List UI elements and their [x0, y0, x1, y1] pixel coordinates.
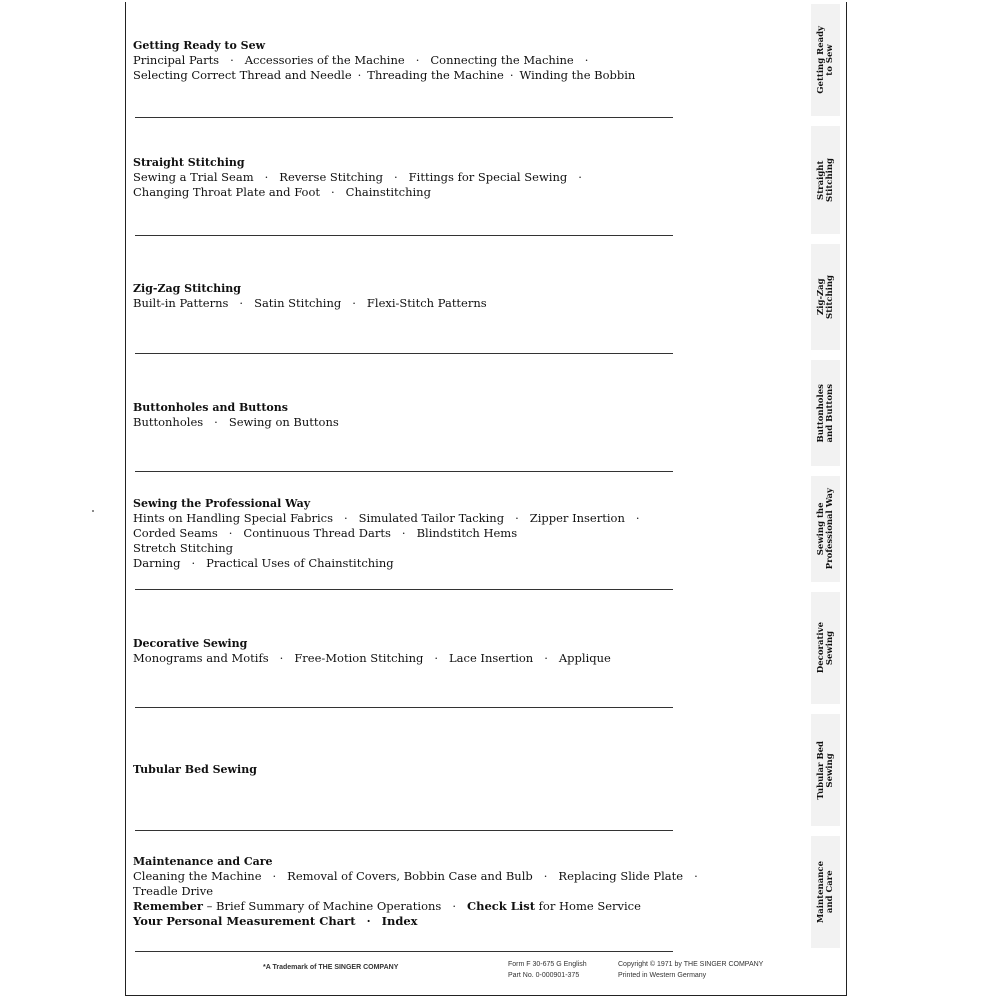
- section-professional-way: [133, 496, 668, 571]
- section-title: Tubular Bed Sewing: [133, 763, 257, 776]
- topic-line: [133, 541, 668, 556]
- section-divider: [135, 951, 673, 952]
- section-title: Buttonholes and Buttons: [133, 401, 288, 414]
- tab-label: Zig-Zag Stitching: [815, 275, 835, 319]
- topic-builtin-patterns[interactable]: Built-in Patterns: [133, 296, 229, 310]
- topic-treadle-drive[interactable]: Treadle Drive: [133, 884, 214, 898]
- topic-darning[interactable]: Darning: [133, 556, 181, 570]
- section-maintenance: [133, 854, 698, 929]
- tab-label: Buttonholes and Buttons: [815, 383, 835, 443]
- section-divider: [135, 353, 673, 354]
- printed-location: Printed in Western Germany: [618, 972, 707, 979]
- tab-zigzag-stitching[interactable]: [811, 244, 840, 350]
- topic-free-motion[interactable]: Free-Motion Stitching: [294, 651, 424, 665]
- scan-speck: [92, 510, 94, 512]
- separator-dot: ·: [366, 914, 371, 928]
- section-title: Straight Stitching: [133, 156, 245, 169]
- section-divider: [135, 589, 673, 590]
- separator-dot: ·: [279, 651, 284, 665]
- section-divider: [135, 707, 673, 708]
- topic-line: [133, 296, 668, 311]
- section-title: Sewing the Professional Way: [133, 497, 311, 510]
- topic-line: [133, 68, 668, 83]
- topic-chainstitching-uses[interactable]: Practical Uses of Chainstitching: [206, 556, 394, 570]
- topic-special-fabrics[interactable]: Hints on Handling Special Fabrics: [133, 511, 333, 525]
- separator-dot: ·: [394, 170, 398, 184]
- section-zigzag-stitching: [133, 281, 668, 311]
- section-divider: [135, 235, 673, 236]
- tab-tubular-bed[interactable]: [811, 714, 840, 826]
- separator-dot: ·: [230, 53, 234, 67]
- topic-monograms[interactable]: Monograms and Motifs: [133, 651, 269, 665]
- topic-tailor-tacking[interactable]: Simulated Tailor Tacking: [358, 511, 505, 525]
- separator-dot: ·: [509, 68, 514, 82]
- tab-buttonholes[interactable]: [811, 360, 840, 466]
- topic-connecting-machine[interactable]: Connecting the Machine: [430, 53, 574, 67]
- topic-thread-darts[interactable]: Continuous Thread Darts: [243, 526, 391, 540]
- topic-zipper-insertion[interactable]: Zipper Insertion: [529, 511, 625, 525]
- section-decorative-sewing: [133, 636, 668, 666]
- topic-buttonholes[interactable]: Buttonholes: [133, 415, 204, 429]
- tab-maintenance[interactable]: [811, 836, 840, 948]
- topic-slide-plate[interactable]: Replacing Slide Plate: [558, 869, 684, 883]
- tab-label: Tubular Bed Sewing: [815, 740, 835, 800]
- separator-dot: ·: [264, 170, 269, 184]
- separator-dot: ·: [415, 53, 420, 67]
- topic-reverse-stitching[interactable]: Reverse Stitching: [279, 170, 384, 184]
- topic-chainstitching[interactable]: Chainstitching: [345, 185, 431, 199]
- section-straight-stitching: [133, 155, 668, 200]
- separator-dot: ·: [544, 651, 548, 665]
- topic-line: [133, 899, 668, 914]
- topic-removal-covers[interactable]: Removal of Covers, Bobbin Case and Bulb: [287, 869, 533, 883]
- form-number: Form F 30-675 G English: [508, 961, 587, 968]
- part-number: Part No. 0-000901-375: [508, 972, 580, 979]
- topic-line: [133, 511, 668, 526]
- section-getting-ready: [133, 38, 668, 83]
- topic-blindstitch-hems[interactable]: Blindstitch Hems: [416, 526, 518, 540]
- topic-trial-seam[interactable]: Sewing a Trial Seam: [133, 170, 254, 184]
- tab-label: Straight Stitching: [815, 158, 835, 202]
- topic-applique[interactable]: Applique: [558, 651, 611, 665]
- separator-dot: ·: [694, 869, 698, 883]
- trademark-note: *A Trademark of THE SINGER COMPANY: [263, 964, 399, 971]
- topic-sewing-buttons[interactable]: Sewing on Buttons: [228, 415, 339, 429]
- topic-flexi-stitch[interactable]: Flexi-Stitch Patterns: [366, 296, 487, 310]
- topic-line: [133, 170, 668, 185]
- topic-principal-parts[interactable]: Principal Parts: [133, 53, 220, 67]
- section-divider: [135, 830, 673, 831]
- tab-label: Sewing the Professional Way: [815, 488, 835, 570]
- separator-dot: ·: [214, 415, 218, 429]
- topic-line: [133, 869, 698, 884]
- measurement-chart[interactable]: Your Personal Measurement Chart: [133, 914, 356, 928]
- tab-getting-ready[interactable]: [811, 4, 840, 116]
- topic-fittings[interactable]: Fittings for Special Sewing: [408, 170, 568, 184]
- section-divider: [135, 117, 673, 118]
- separator-dot: ·: [452, 899, 456, 913]
- topic-winding-bobbin[interactable]: Winding the Bobbin: [519, 68, 636, 82]
- separator-dot: ·: [635, 511, 640, 525]
- topic-line: [133, 53, 668, 68]
- index-link[interactable]: Index: [381, 914, 418, 928]
- section-buttonholes: [133, 400, 668, 430]
- separator-dot: ·: [191, 556, 196, 570]
- separator-dot: ·: [357, 68, 362, 82]
- section-title: Getting Ready to Sew: [133, 39, 266, 52]
- separator-dot: ·: [272, 869, 277, 883]
- topic-thread-needle[interactable]: Selecting Correct Thread and Needle: [133, 68, 352, 82]
- separator-dot: ·: [239, 296, 244, 310]
- copyright-note: Copyright © 1971 by THE SINGER COMPANY: [618, 961, 764, 968]
- topic-stretch-stitching[interactable]: Stretch Stitching: [133, 541, 234, 555]
- topic-threading[interactable]: Threading the Machine: [367, 68, 504, 82]
- remember-label[interactable]: Remember: [133, 899, 203, 913]
- topic-line: [133, 914, 668, 929]
- section-divider: [135, 471, 673, 472]
- topic-satin-stitching[interactable]: Satin Stitching: [254, 296, 342, 310]
- tab-label: Decorative Sewing: [815, 622, 835, 674]
- tab-professional-way[interactable]: [811, 476, 840, 582]
- topic-lace-insertion[interactable]: Lace Insertion: [449, 651, 534, 665]
- tab-straight-stitching[interactable]: [811, 126, 840, 234]
- separator-dot: ·: [578, 170, 582, 184]
- topic-line: [133, 415, 668, 430]
- topic-line: [133, 185, 668, 200]
- separator-dot: ·: [434, 651, 439, 665]
- separator-dot: ·: [228, 526, 233, 540]
- tab-label: Maintenance and Care: [815, 860, 835, 924]
- topic-line: [133, 556, 668, 571]
- topic-cleaning[interactable]: Cleaning the Machine: [133, 869, 262, 883]
- separator-dot: ·: [344, 511, 348, 525]
- topic-line: [133, 526, 668, 541]
- section-title: Zig-Zag Stitching: [133, 282, 241, 295]
- separator-dot: ·: [401, 526, 406, 540]
- topic-corded-seams[interactable]: Corded Seams: [133, 526, 218, 540]
- separator-dot: ·: [352, 296, 356, 310]
- tab-decorative-sewing[interactable]: [811, 592, 840, 704]
- separator-dot: ·: [584, 53, 589, 67]
- section-title: Maintenance and Care: [133, 855, 273, 868]
- topic-throat-plate[interactable]: Changing Throat Plate and Foot: [133, 185, 321, 199]
- remember-text[interactable]: – Brief Summary of Machine Operations: [202, 899, 442, 913]
- separator-dot: ·: [331, 185, 335, 199]
- checklist-text[interactable]: for Home Service: [535, 899, 641, 913]
- checklist-label[interactable]: Check List: [466, 899, 536, 913]
- topic-accessories[interactable]: Accessories of the Machine: [244, 53, 405, 67]
- topic-line: [133, 884, 668, 899]
- separator-dot: ·: [543, 869, 548, 883]
- separator-dot: ·: [515, 511, 519, 525]
- tab-label: Getting Ready to Sew: [815, 26, 835, 94]
- section-tubular-bed: [133, 762, 668, 777]
- topic-line: [133, 651, 668, 666]
- section-title: Decorative Sewing: [133, 637, 248, 650]
